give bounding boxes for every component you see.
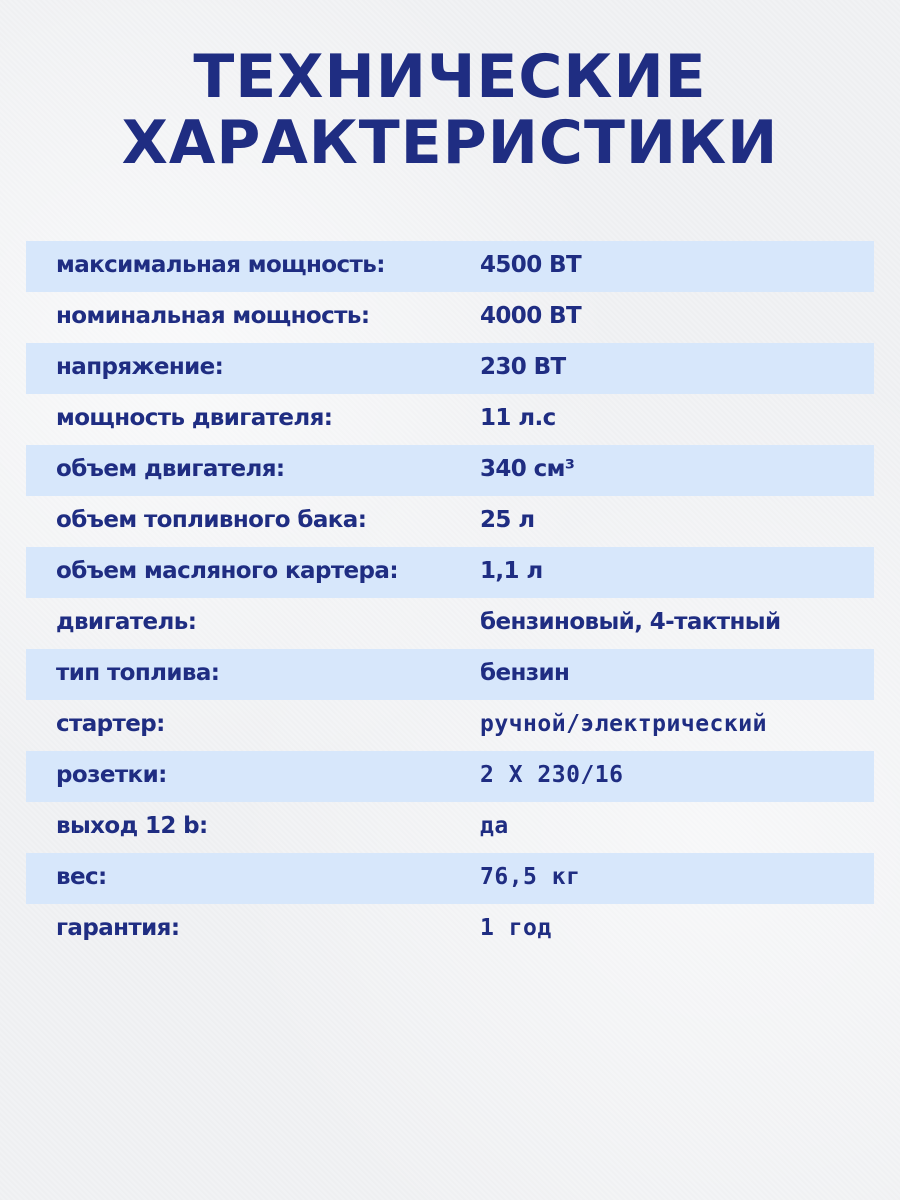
spec-value: 4500 ВТ bbox=[480, 252, 582, 278]
specs-table bbox=[26, 241, 874, 955]
spec-row-sockets bbox=[26, 751, 874, 802]
spec-value: 25 л bbox=[480, 507, 535, 533]
spec-value: 340 см³ bbox=[480, 456, 575, 482]
spec-row-engine-displacement bbox=[26, 445, 874, 496]
spec-label: максимальная мощность: bbox=[56, 252, 385, 278]
spec-row-oil-sump bbox=[26, 547, 874, 598]
spec-value: 76,5 кг bbox=[480, 864, 581, 890]
spec-label: объем топливного бака: bbox=[56, 507, 367, 533]
spec-label: мощность двигателя: bbox=[56, 405, 333, 431]
spec-row-fuel-tank bbox=[26, 496, 874, 547]
spec-value: бензин bbox=[480, 660, 570, 686]
spec-label: стартер: bbox=[56, 711, 165, 737]
spec-row-weight bbox=[26, 853, 874, 904]
spec-row-voltage bbox=[26, 343, 874, 394]
spec-label: объем двигателя: bbox=[56, 456, 285, 482]
spec-label: двигатель: bbox=[56, 609, 197, 635]
spec-row-rated-power bbox=[26, 292, 874, 343]
spec-value: да bbox=[480, 813, 509, 839]
page-title-line-1: ТЕХНИЧЕСКИЕ bbox=[193, 42, 707, 112]
spec-value: 11 л.с bbox=[480, 405, 556, 431]
spec-value: бензиновый, 4-тактный bbox=[480, 609, 781, 635]
spec-value: 2 Х 230/16 bbox=[480, 762, 624, 788]
spec-label: выход 12 b: bbox=[56, 813, 208, 839]
spec-value: 1,1 л bbox=[480, 558, 543, 584]
page-title bbox=[0, 44, 900, 176]
spec-label: номинальная мощность: bbox=[56, 303, 370, 329]
spec-row-max-power bbox=[26, 241, 874, 292]
spec-value: 4000 ВТ bbox=[480, 303, 582, 329]
spec-label: вес: bbox=[56, 864, 107, 890]
spec-value: 1 год bbox=[480, 915, 552, 941]
spec-row-12v-output bbox=[26, 802, 874, 853]
spec-label: объем масляного картера: bbox=[56, 558, 398, 584]
spec-label: гарантия: bbox=[56, 915, 180, 941]
spec-row-fuel-type bbox=[26, 649, 874, 700]
spec-label: розетки: bbox=[56, 762, 167, 788]
spec-row-engine-power bbox=[26, 394, 874, 445]
spec-value: 230 ВТ bbox=[480, 354, 566, 380]
spec-value: ручной/электрический bbox=[480, 711, 767, 737]
spec-label: тип топлива: bbox=[56, 660, 220, 686]
spec-label: напряжение: bbox=[56, 354, 224, 380]
spec-row-warranty bbox=[26, 904, 874, 955]
spec-row-engine-type bbox=[26, 598, 874, 649]
page-title-line-2: ХАРАКТЕРИСТИКИ bbox=[121, 108, 779, 178]
spec-row-starter bbox=[26, 700, 874, 751]
